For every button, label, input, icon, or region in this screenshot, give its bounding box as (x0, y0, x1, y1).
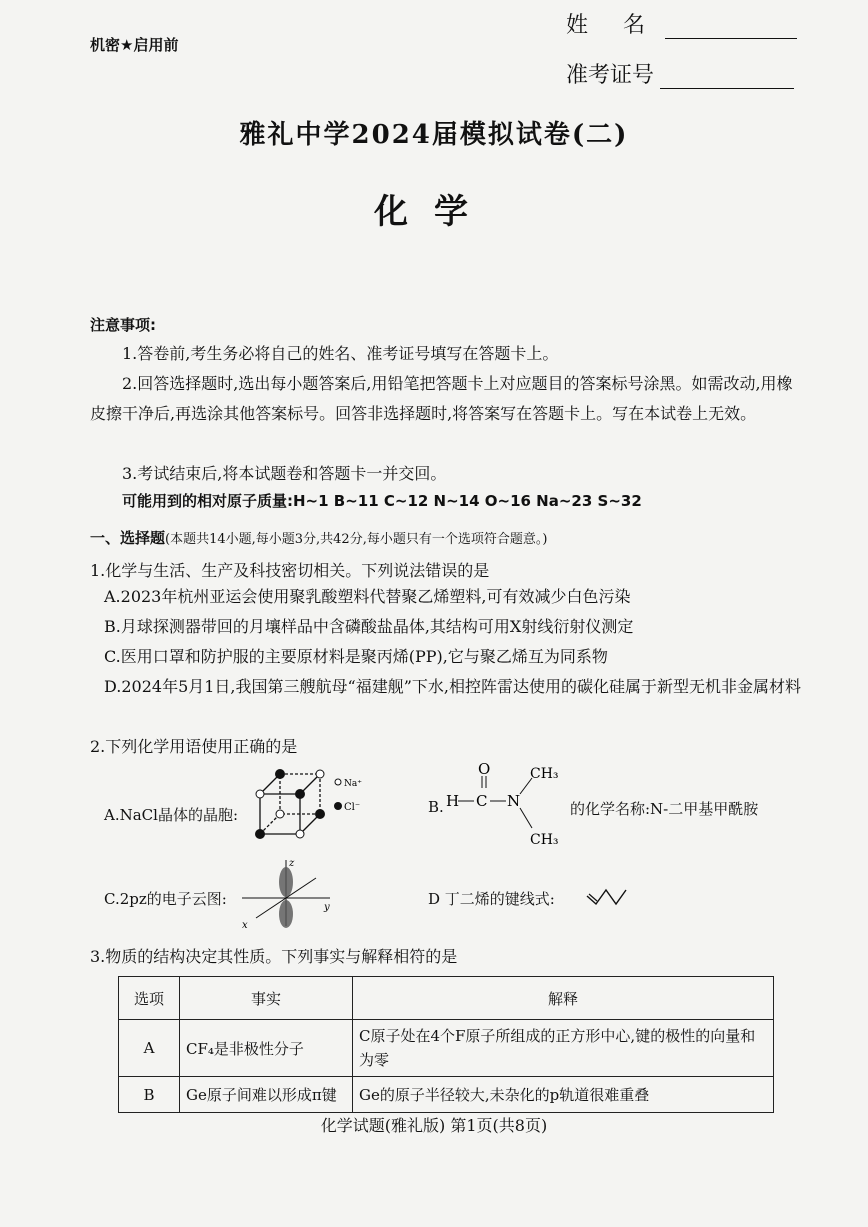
section-title: 一、选择题 (90, 529, 166, 547)
notice-item-2: 2.回答选择题时,选出每小题答案后,用铅笔把答题卡上对应题目的答案标号涂黑。如需改动,用橡皮擦干净后,再选涂其他答案标号。回答非选择题时,将答案写在答题卡上。写在本试卷上无效。 (90, 374, 793, 423)
axis-y-label: y (324, 902, 330, 913)
q2-option-d: D 丁二烯的键线式: (428, 890, 555, 908)
q1-option-d: D.2024年5月1日,我国第三艘航母“福建舰”下水,相控阵雷达使用的碳化硅属于新型无机非金属材料 (104, 677, 801, 696)
q1-option-c: C.医用口罩和防护服的主要原材料是聚丙烯(PP),它与聚乙烯互为同系物 (104, 647, 608, 666)
q3-table (118, 976, 774, 1113)
col-reason: 解释 (353, 977, 774, 1020)
q2-option-a: A.NaCl晶体的晶胞: (104, 806, 238, 824)
q2-option-b-name: 的化学名称:N-二甲基甲酰胺 (570, 800, 759, 818)
notice-item-3: 3.考试结束后,将本试题卷和答题卡一并交回。 (122, 464, 447, 483)
exam-id-label: 准考证号 (566, 63, 655, 88)
row-b-option: B (119, 1077, 180, 1113)
q1-option-b: B.月球探测器带回的月壤样品中含磷酸盐晶体,其结构可用X射线衍射仪测定 (104, 617, 634, 636)
col-option: 选项 (119, 977, 180, 1020)
atomic-masses: 可能用到的相对原子质量:H~1 B~11 C~12 N~14 O~16 Na~23 S~32 (122, 492, 642, 510)
dmf-structure-diagram (444, 760, 564, 852)
q2-option-b-prefix: B. (428, 798, 444, 816)
q3-stem: 3.物质的结构决定其性质。下列事实与解释相符的是 (90, 947, 458, 966)
notice-item-1: 1.答卷前,考生务必将自己的姓名、准考证号填写在答题卡上。 (122, 344, 559, 363)
atom-o: O (478, 760, 491, 778)
name-field[interactable] (566, 8, 797, 39)
section-heading (90, 527, 547, 548)
nacl-unit-cell-diagram (250, 762, 370, 848)
legend-na: Na⁺ (344, 779, 362, 789)
atom-n: N (507, 792, 521, 810)
atom-h: H (446, 792, 460, 810)
name-underline[interactable] (665, 38, 797, 39)
butadiene-skeletal-diagram (584, 884, 630, 908)
q2-stem: 2.下列化学用语使用正确的是 (90, 737, 298, 756)
methyl-bottom: CH₃ (530, 832, 559, 848)
q1-option-a: A.2023年杭州亚运会使用聚乳酸塑料代替聚乙烯塑料,可有效减少白色污染 (104, 587, 631, 606)
orbital-2pz-diagram (236, 856, 336, 930)
exam-id-underline[interactable] (660, 88, 794, 89)
exam-title: 雅礼中学2024届模拟试卷(二) (239, 120, 629, 150)
section-desc: (本题共14小题,每小题3分,共42分,每小题只有一个选项符合题意。) (165, 532, 548, 547)
page-footer: 化学试题(雅礼版) 第1页(共8页) (320, 1116, 548, 1135)
row-a-reason: C原子处在4个F原子所组成的正方形中心,键的极性的向量和为零 (353, 1020, 774, 1077)
table-row (119, 1020, 774, 1077)
methyl-top: CH₃ (530, 766, 559, 782)
confidential-mark: 机密★启用前 (90, 36, 179, 54)
subject-title: 化学 (374, 192, 494, 232)
axis-x-label: x (242, 920, 248, 930)
q2-option-c: C.2pz的电子云图: (104, 890, 227, 908)
notice-heading: 注意事项: (90, 316, 156, 334)
col-fact: 事实 (180, 977, 353, 1020)
table-header-row (119, 977, 774, 1020)
q1-stem: 1.化学与生活、生产及科技密切相关。下列说法错误的是 (90, 561, 490, 580)
row-a-option: A (119, 1020, 180, 1077)
q3-table-wrapper (118, 976, 774, 1113)
row-b-reason: Ge的原子半径较大,未杂化的p轨道很难重叠 (353, 1077, 774, 1113)
exam-id-field[interactable] (566, 58, 794, 89)
row-b-fact: Ge原子间难以形成π键 (180, 1077, 353, 1113)
table-row (119, 1077, 774, 1113)
row-a-fact: CF₄是非极性分子 (180, 1020, 353, 1077)
legend-cl: Cl⁻ (344, 802, 361, 813)
name-label: 姓 名 (566, 13, 659, 38)
axis-z-label: z (289, 858, 295, 869)
atom-c: C (476, 792, 488, 810)
